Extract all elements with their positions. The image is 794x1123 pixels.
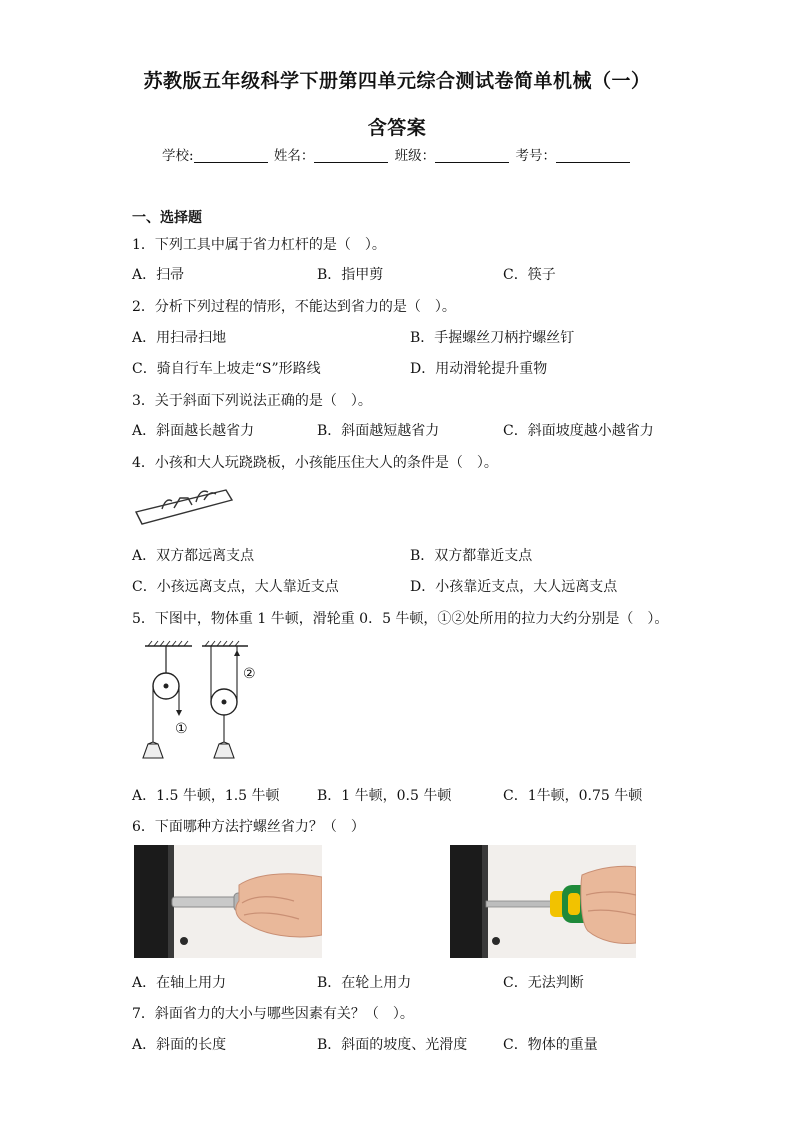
q6-option-a[interactable]: A．在轴上用力 [132, 975, 227, 991]
q5-option-c[interactable]: C．1牛顿，0.75 牛顿 [503, 788, 643, 804]
question-5: 5．下图中，物体重 1 牛顿，滑轮重 0．5 牛顿，①②处所用的拉力大约分别是（ ）。 [132, 611, 669, 627]
q6-option-b[interactable]: B．在轮上用力 [317, 975, 412, 991]
q2-option-d[interactable]: D．用动滑轮提升重物 [410, 361, 548, 377]
q3-option-b[interactable]: B．斜面越短越省力 [317, 423, 440, 439]
q1-option-c[interactable]: C．筷子 [503, 267, 556, 283]
exam-title-line2: 含答案 [367, 117, 427, 139]
question-1: 1．下列工具中属于省力杠杆的是（ ）。 [132, 237, 386, 253]
q2-option-b[interactable]: B．手握螺丝刀柄拧螺丝钉 [410, 330, 575, 346]
q1-option-a[interactable]: A．扫帚 [132, 267, 185, 283]
screwdriver-shaft-photo [134, 845, 322, 958]
q4-option-d[interactable]: D．小孩靠近支点，大人远离支点 [410, 579, 618, 595]
name-blank[interactable] [314, 148, 388, 163]
q1-option-b[interactable]: B．指甲剪 [317, 267, 384, 283]
question-3: 3．关于斜面下列说法正确的是（ ）。 [132, 393, 372, 409]
student-info-line [0, 144, 794, 164]
question-4: 4．小孩和大人玩跷跷板，小孩能压住大人的条件是（ ）。 [132, 455, 498, 471]
question-6: 6．下面哪种方法拧螺丝省力？（ ） [132, 819, 365, 835]
question-7: 7．斜面省力的大小与哪些因素有关？（ ）。 [132, 1006, 414, 1022]
q3-option-c[interactable]: C．斜面坡度越小越省力 [503, 423, 654, 439]
section-heading: 一、选择题 [132, 210, 202, 226]
name-label: 姓名： [273, 148, 315, 164]
school-blank[interactable] [194, 148, 268, 163]
screwdriver-handle-photo [450, 845, 636, 958]
q3-option-a[interactable]: A．斜面越长越省力 [132, 423, 255, 439]
class-label: 班级： [394, 148, 436, 164]
q7-option-c[interactable]: C．物体的重量 [503, 1037, 598, 1053]
class-blank[interactable] [435, 148, 509, 163]
school-label: 学校: [162, 148, 194, 164]
q2-option-c[interactable]: C．骑自行车上坡走“S”形路线 [132, 361, 321, 377]
q6-option-c[interactable]: C．无法判断 [503, 975, 584, 991]
q7-option-b[interactable]: B．斜面的坡度、光滑度 [317, 1037, 468, 1053]
q7-option-a[interactable]: A．斜面的长度 [132, 1037, 227, 1053]
q4-option-c[interactable]: C．小孩远离支点，大人靠近支点 [132, 579, 339, 595]
q5-option-a[interactable]: A．1.5 牛顿，1.5 牛顿 [132, 788, 280, 804]
pulley-label-1: ① [175, 721, 188, 737]
q2-option-a[interactable]: A．用扫帚扫地 [132, 330, 227, 346]
exam-title-line1: 苏教版五年级科学下册第四单元综合测试卷简单机械（一） [143, 70, 651, 92]
q5-option-b[interactable]: B．1 牛顿，0.5 牛顿 [317, 788, 452, 804]
pulley-figure [140, 640, 270, 775]
number-blank[interactable] [556, 148, 630, 163]
seesaw-figure [134, 478, 234, 530]
question-2: 2．分析下列过程的情形，不能达到省力的是（ ）。 [132, 299, 456, 315]
number-label: 考号： [515, 148, 556, 164]
pulley-label-2: ② [243, 666, 256, 682]
q4-option-a[interactable]: A．双方都远离支点 [132, 548, 255, 564]
q4-option-b[interactable]: B．双方都靠近支点 [410, 548, 533, 564]
